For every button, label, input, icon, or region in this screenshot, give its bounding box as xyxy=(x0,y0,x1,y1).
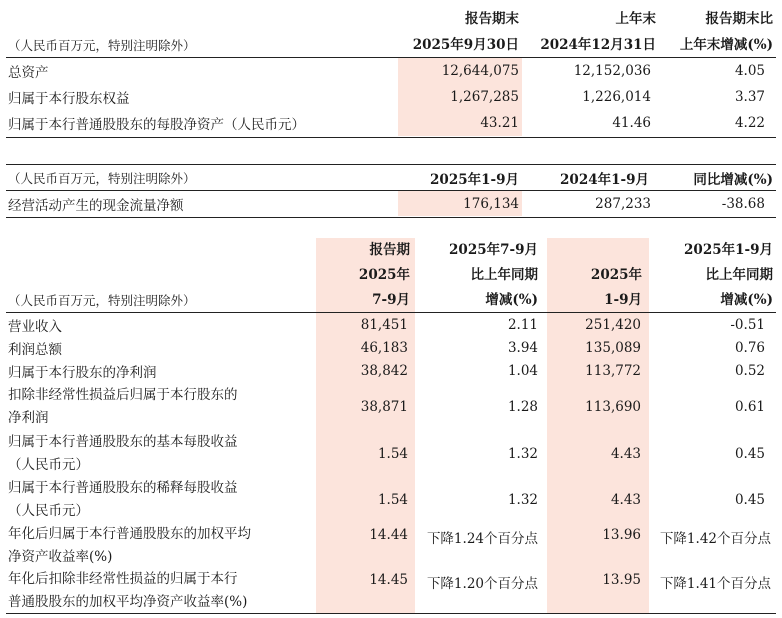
col-header-q3-yoy-l1: 2025年7-9月 xyxy=(449,242,538,258)
col-header-period-end: 报告期末 xyxy=(465,11,519,27)
value-ytd: 13.96 xyxy=(602,527,641,543)
col-header-ytd xyxy=(547,263,642,313)
col-header-period-end-date: 2025年9月30日 xyxy=(412,37,519,53)
divider xyxy=(6,164,776,165)
col-header-last-year-end: 上年末 xyxy=(615,11,656,27)
value-ytd-yoy: 0.76 xyxy=(734,339,765,356)
col-header-q3-yoy-l3: 增减(%) xyxy=(485,292,538,308)
table-row xyxy=(6,313,776,336)
table-row xyxy=(6,110,776,136)
value-last-year-end: 1,226,014 xyxy=(582,89,651,105)
col-header-ytd-l2: 1-9月 xyxy=(604,292,642,308)
table-row xyxy=(6,58,776,84)
table-row xyxy=(6,84,776,110)
col-header-last-year-end-date: 2024年12月31日 xyxy=(540,37,656,53)
value-ytd-yoy: 下降1.42个百分点 xyxy=(659,531,771,547)
row-label-l1: 扣除非经常性损益后归属于本行股东的 xyxy=(8,386,238,403)
col-header-q3-yoy xyxy=(418,238,538,313)
table-row xyxy=(6,383,776,430)
table-row xyxy=(6,430,776,477)
col-header-yoy: 同比增减(%) xyxy=(693,172,773,188)
value-q3-yoy: 1.32 xyxy=(507,492,538,508)
row-label xyxy=(8,383,308,430)
row-label xyxy=(8,523,308,568)
row-label-l2: （人民币元） xyxy=(8,456,89,473)
unit-note: （人民币百万元，特别注明除外） xyxy=(8,293,196,308)
row-label-l1: 归属于本行普通股股东的基本每股收益 xyxy=(8,433,238,450)
col-header-2025: 2025年1-9月 xyxy=(430,172,519,188)
income-table xyxy=(6,238,776,616)
value-period-end: 12,644,075 xyxy=(441,63,519,79)
value-change: 4.05 xyxy=(734,63,765,79)
value-period-end: 1,267,285 xyxy=(450,89,519,105)
value-ytd: 113,772 xyxy=(585,363,641,379)
value-ytd-yoy: -0.51 xyxy=(730,316,765,333)
value-ytd-yoy: 下降1.41个百分点 xyxy=(659,576,771,592)
row-label xyxy=(8,568,318,613)
value-q3: 38,871 xyxy=(360,398,408,415)
value-q3-yoy: 3.94 xyxy=(507,339,538,356)
cashflow-table xyxy=(6,162,776,218)
value-change: 3.37 xyxy=(734,89,765,105)
row-label: 归属于本行普通股股东的每股净资产（人民币元） xyxy=(8,117,305,133)
value-ytd-yoy: 0.61 xyxy=(734,398,765,415)
row-label xyxy=(8,430,308,477)
table-row xyxy=(6,477,776,523)
value-q3-yoy: 1.32 xyxy=(507,445,538,462)
row-label: 总资产 xyxy=(8,65,49,81)
value-q3: 14.44 xyxy=(369,527,408,543)
col-header-q3 xyxy=(316,238,410,313)
col-header-ytd-yoy xyxy=(651,238,773,313)
table-row xyxy=(6,336,776,359)
value-q3: 14.45 xyxy=(369,572,408,588)
value-q3-yoy: 下降1.24个百分点 xyxy=(426,531,538,547)
col-header-q3-l2: 2025年 xyxy=(358,267,410,283)
value-ytd: 4.43 xyxy=(610,445,641,462)
table-row xyxy=(6,568,776,613)
value-ytd-yoy: 0.52 xyxy=(734,363,765,379)
income-table-header xyxy=(6,238,776,313)
row-label-l2: （人民币元） xyxy=(8,503,89,519)
cashflow-table-header xyxy=(6,166,776,190)
row-label: 营业收入 xyxy=(8,318,62,335)
value-2025: 176,134 xyxy=(463,195,519,212)
value-last-year-end: 12,152,036 xyxy=(573,63,651,79)
value-ytd: 4.43 xyxy=(610,492,641,508)
value-q3: 46,183 xyxy=(360,339,408,356)
row-label: 归属于本行股东权益 xyxy=(8,91,130,107)
value-yoy: -38.68 xyxy=(721,195,765,212)
value-q3: 81,451 xyxy=(360,316,408,333)
value-change: 4.22 xyxy=(734,115,765,131)
col-header-ytd-yoy-l1: 2025年1-9月 xyxy=(684,242,773,258)
unit-note: （人民币百万元，特别注明除外） xyxy=(8,171,196,186)
col-header-change-l2: 上年末增减(%) xyxy=(679,37,773,53)
col-header-2024: 2024年1-9月 xyxy=(560,172,649,188)
value-ytd: 251,420 xyxy=(585,316,641,333)
row-label-l2: 普通股股东的加权平均净资产收益率(%) xyxy=(8,593,248,610)
value-ytd: 135,089 xyxy=(585,339,641,356)
value-q3: 1.54 xyxy=(377,445,408,462)
table-row xyxy=(6,523,776,568)
row-label: 经营活动产生的现金流量净额 xyxy=(8,197,184,214)
row-label: 归属于本行股东的净利润 xyxy=(8,365,157,381)
row-label-l2: 净利润 xyxy=(8,409,49,426)
value-q3-yoy: 1.28 xyxy=(507,398,538,415)
value-q3-yoy: 下降1.20个百分点 xyxy=(426,576,538,592)
value-ytd: 13.95 xyxy=(602,572,641,588)
value-2024: 287,233 xyxy=(595,195,651,212)
value-ytd-yoy: 0.45 xyxy=(734,492,765,508)
row-label-l2: 净资产收益率(%) xyxy=(8,548,113,565)
col-header-ytd-l1: 2025年 xyxy=(590,267,642,283)
table-row xyxy=(6,191,776,216)
value-ytd-yoy: 0.45 xyxy=(734,445,765,462)
divider xyxy=(6,613,776,614)
divider xyxy=(6,217,776,218)
col-header-q3-l3: 7-9月 xyxy=(372,292,410,308)
row-label: 利润总额 xyxy=(8,341,62,358)
value-q3-yoy: 2.11 xyxy=(507,316,538,333)
value-period-end: 43.21 xyxy=(480,115,519,131)
col-header-q3-l1: 报告期 xyxy=(369,242,410,258)
col-header-q3-yoy-l2: 比上年同期 xyxy=(470,267,538,283)
value-q3: 38,842 xyxy=(360,363,408,379)
table-row xyxy=(6,359,776,383)
col-header-ytd-yoy-l3: 增减(%) xyxy=(720,292,773,308)
row-label-l1: 年化后归属于本行普通股股东的加权平均 xyxy=(8,525,251,542)
divider xyxy=(6,137,776,138)
balance-table-header xyxy=(6,0,776,56)
row-label xyxy=(8,477,308,523)
col-header-change-l1: 报告期末比 xyxy=(705,11,773,27)
row-label-l1: 年化后扣除非经常性损益的归属于本行 xyxy=(8,570,238,587)
unit-note: （人民币百万元，特别注明除外） xyxy=(8,38,196,53)
balance-table xyxy=(6,0,776,140)
row-label-l1: 归属于本行普通股股东的稀释每股收益 xyxy=(8,480,238,496)
value-q3-yoy: 1.04 xyxy=(507,363,538,379)
value-ytd: 113,690 xyxy=(585,398,641,415)
value-last-year-end: 41.46 xyxy=(612,115,651,131)
col-header-ytd-yoy-l2: 比上年同期 xyxy=(705,267,773,283)
value-q3: 1.54 xyxy=(377,492,408,508)
